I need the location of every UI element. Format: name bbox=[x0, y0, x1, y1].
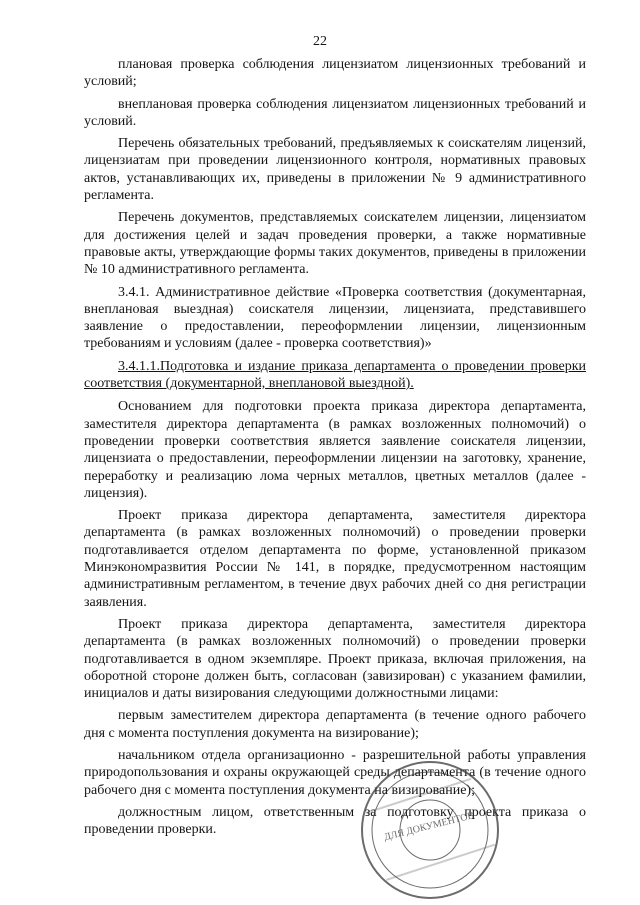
paragraph: Проект приказа директора департамента, заместителя директора департамента (в рамках возложенных полномочий) о проведении проверки подготавливается в одном экземпляре. Проект приказа, включая приложения, на оборотной стороне должен быть, согласован (завизирован) с указанием фамилии, инициалов и даты визирования следующими должностными лицами: bbox=[84, 616, 586, 702]
list-item: начальником отдела организационно - разрешительной работы управления природопользования и охраны окружающей среды департамента (в течение одного рабочего дня с момента поступления документа на визирование); bbox=[84, 747, 586, 798]
paragraph: плановая проверка соблюдения лицензиатом лицензионных требований и условий; bbox=[84, 57, 586, 90]
list-item: первым заместителем директора департамента (в течение одного рабочего дня с момента поступления документа на визирование); bbox=[84, 708, 586, 741]
paragraph: Перечень документов, представляемых соискателем лицензии, лицензиатом для достижения целей и задач проведения проверки, а также нормативные правовые акты, утверждающие формы таких документов, приведены в приложении № 10 административного регламента. bbox=[84, 210, 586, 278]
section-heading-3-4-1: 3.4.1. Административное действие «Проверка соответствия (документарная, внеплановая выездная) соискателя лицензии, лицензиата, представившего заявление о предоставлении, переоформлении лицензии, лицензионным требованиям и условиям (далее - проверка соответствия)» bbox=[84, 284, 586, 352]
paragraph: Основанием для подготовки проекта приказа директора департамента, заместителя директора департамента (в рамках возложенных полномочий) о проведении проверки соответствия является заявление соискателя лицензии, лицензиата о предоставлении, переоформлении лицензии на заготовку, хранение, переработку и реализацию лома черных металлов, цветных металлов (далее - лицензия). bbox=[84, 399, 586, 501]
round-stamp bbox=[355, 755, 505, 905]
paragraph: Перечень обязательных требований, предъявляемых к соискателям лицензий, лицензиатам при проведении лицензионного контроля, нормативных правовых актов, устанавливающих их, приведены в приложении № 9 административного регламента. bbox=[84, 136, 586, 204]
page-number: 22 bbox=[313, 34, 327, 49]
stamp-text: ДЛЯ ДОКУМЕНТОВ bbox=[382, 810, 476, 844]
subsection-heading-3-4-1-1: 3.4.1.1.Подготовка и издание приказа департамента о проведении проверки соответствия (документарной, внеплановой выездной). bbox=[84, 358, 586, 392]
paragraph: внеплановая проверка соблюдения лицензиатом лицензионных требований и условий. bbox=[84, 96, 586, 129]
paragraph: Проект приказа директора департамента, заместителя директора департамента (в рамках возложенных полномочий) о проведении проверки подготавливается отделом департамента по форме, установленной приказом Минэкономразвития России № 141, в порядке, предусмотренном настоящим административным регламентом, в течение двух рабочих дней со дня регистрации заявления. bbox=[84, 508, 586, 610]
document-body bbox=[84, 56, 586, 838]
list-item: должностным лицом, ответственным за подготовку проекта приказа о проведении проверки. bbox=[84, 804, 586, 838]
